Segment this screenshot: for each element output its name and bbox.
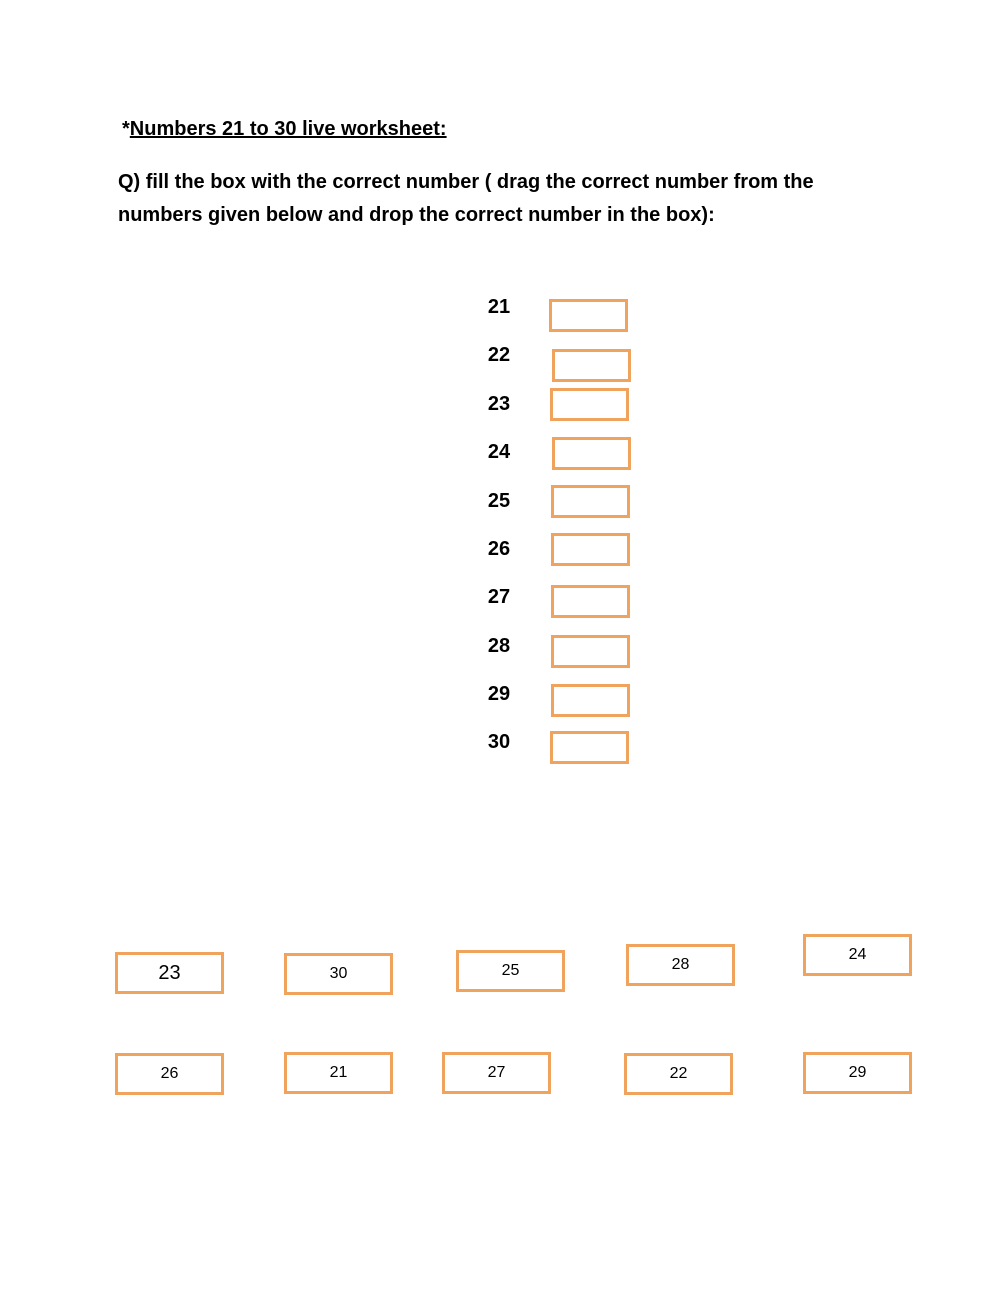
drop-box-22[interactable] <box>552 349 631 382</box>
drag-tile[interactable]: 22 <box>624 1053 733 1095</box>
drag-tile[interactable]: 25 <box>456 950 565 992</box>
target-label-23: 23 <box>487 393 511 415</box>
target-label-25: 25 <box>487 490 511 512</box>
drop-box-28[interactable] <box>551 635 630 668</box>
target-label-28: 28 <box>487 635 511 657</box>
target-label-24: 24 <box>487 441 511 463</box>
drop-box-30[interactable] <box>550 731 629 764</box>
drag-tile[interactable]: 30 <box>284 953 393 995</box>
target-label-30: 30 <box>487 731 511 753</box>
target-label-27: 27 <box>487 586 511 608</box>
worksheet-title <box>122 118 447 141</box>
drag-tile[interactable]: 27 <box>442 1052 551 1094</box>
drop-box-29[interactable] <box>551 684 630 717</box>
target-label-26: 26 <box>487 538 511 560</box>
target-label-21: 21 <box>487 296 511 318</box>
drop-box-23[interactable] <box>550 388 629 421</box>
drag-tile[interactable]: 26 <box>115 1053 224 1095</box>
drag-tile[interactable]: 29 <box>803 1052 912 1094</box>
drag-tile[interactable]: 28 <box>626 944 735 986</box>
drop-box-25[interactable] <box>551 485 630 518</box>
drop-box-24[interactable] <box>552 437 631 470</box>
drag-tile[interactable]: 24 <box>803 934 912 976</box>
target-label-22: 22 <box>487 344 511 366</box>
drag-tile[interactable]: 21 <box>284 1052 393 1094</box>
target-label-29: 29 <box>487 683 511 705</box>
drag-tile[interactable]: 23 <box>115 952 224 994</box>
drop-box-21[interactable] <box>549 299 628 332</box>
title-text: Numbers 21 to 30 live worksheet: <box>129 118 447 140</box>
drop-box-27[interactable] <box>551 585 630 618</box>
title-prefix: * <box>122 118 130 140</box>
question-text: Q) fill the box with the correct number ( drag the correct number from the numbers given below and drop the correct number in the box): <box>118 171 814 226</box>
drop-box-26[interactable] <box>551 533 630 566</box>
